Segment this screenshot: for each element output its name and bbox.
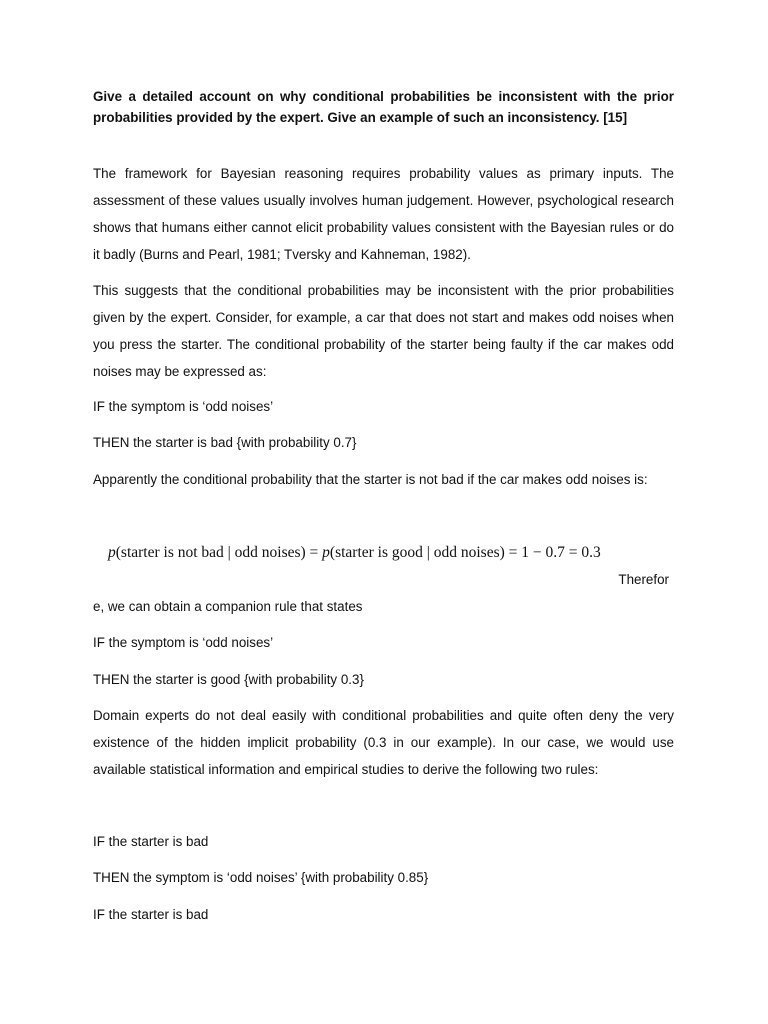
rule1-then: THEN the starter is bad {with probability 0.7} [93,435,357,450]
formula-lhs: (starter is not bad | odd noises) = [115,544,323,561]
probability-formula [108,544,601,562]
question-heading: Give a detailed account on why conditional probabilities be inconsistent with the prior probabilities provided by the expert. Give an example of such an inconsistency. [15] [93,89,674,125]
rule3-if: IF the starter is bad [93,834,209,849]
rule2-then: THEN the starter is good {with probability 0.3} [93,672,364,687]
formula-p-2: p [322,544,330,561]
paragraph-domain-experts: Domain experts do not deal easily with conditional probabilities and quite often deny the very existence of the hidden implicit probability (0.3 in our example). In our case, we would use available statistical information and empirical studies to derive the following two rules: [93,708,674,777]
rule1-if: IF the symptom is ‘odd noises’ [93,399,274,414]
paragraph-inconsistency: This suggests that the conditional probabilities may be inconsistent with the prior probabilities given by the expert. Consider, for example, a car that does not start and makes odd noises when you press the starter. The conditional probability of the starter being faulty if the car makes odd noises may be expressed as: [93,283,674,379]
rule3-then: THEN the symptom is ‘odd noises’ {with probability 0.85} [93,870,429,885]
rule4-if: IF the starter is bad [93,907,209,922]
formula-p-1: p [108,544,116,561]
companion-rule-intro: e, we can obtain a companion rule that states [93,599,363,614]
paragraph-complement: Apparently the conditional probability that the starter is not bad if the car makes odd noises is: [93,472,648,487]
paragraph-bayesian-framework: The framework for Bayesian reasoning requires probability values as primary inputs. The assessment of these values usually involves human judgement. However, psychological research shows that humans either cannot elicit probability values consistent with the Bayesian rules or do it badly (Burns and Pearl, 1981; Tversky and Kahneman, 1982). [93,166,674,262]
formula-rhs: (starter is good | odd noises) = 1 − 0.7 = 0.3 [329,544,601,561]
therefor-fragment: Therefor [618,572,669,587]
rule2-if: IF the symptom is ‘odd noises’ [93,635,274,650]
